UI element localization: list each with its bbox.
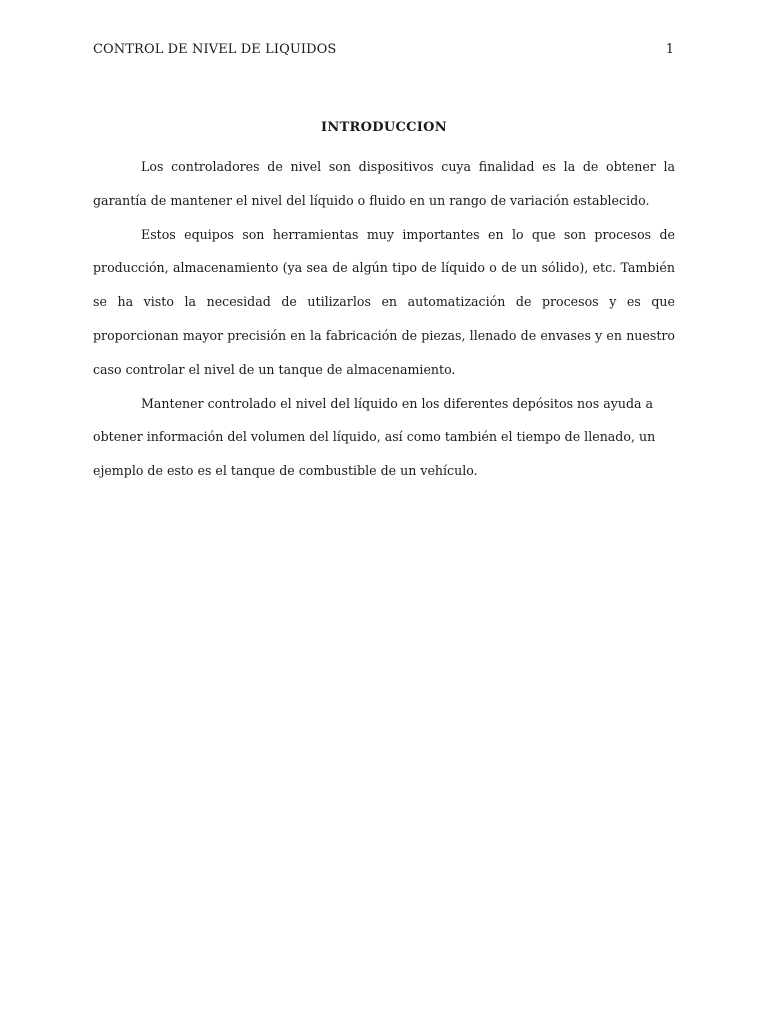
body-text <box>93 150 675 488</box>
running-head: CONTROL DE NIVEL DE LIQUIDOS <box>93 42 337 57</box>
page-number: 1 <box>665 42 674 57</box>
section-title: INTRODUCCION <box>321 120 447 135</box>
paragraph-1: Los controladores de nivel son dispositivos cuya finalidad es la de obtener la garantía de mantener el nivel del líquido o fluido en un rango de variación establecido. <box>93 159 675 208</box>
paragraph-2: Estos equipos son herramientas muy importantes en lo que son procesos de producción, almacenamiento (ya sea de algún tipo de líquido o de un sólido), etc. También se ha visto la necesidad de utilizarlos en automatización de procesos y es que proporcionan mayor precisión en la fabricación de piezas, llenado de envases y en nuestro caso controlar el nivel de un tanque de almacenamiento. <box>93 226 675 377</box>
paragraph-3: Mantener controlado el nivel del líquido en los diferentes depósitos nos ayuda a obtener información del volumen del líquido, así como también el tiempo de llenado, un ejemplo de esto es el tanque de combustible de un vehículo. <box>93 395 656 479</box>
